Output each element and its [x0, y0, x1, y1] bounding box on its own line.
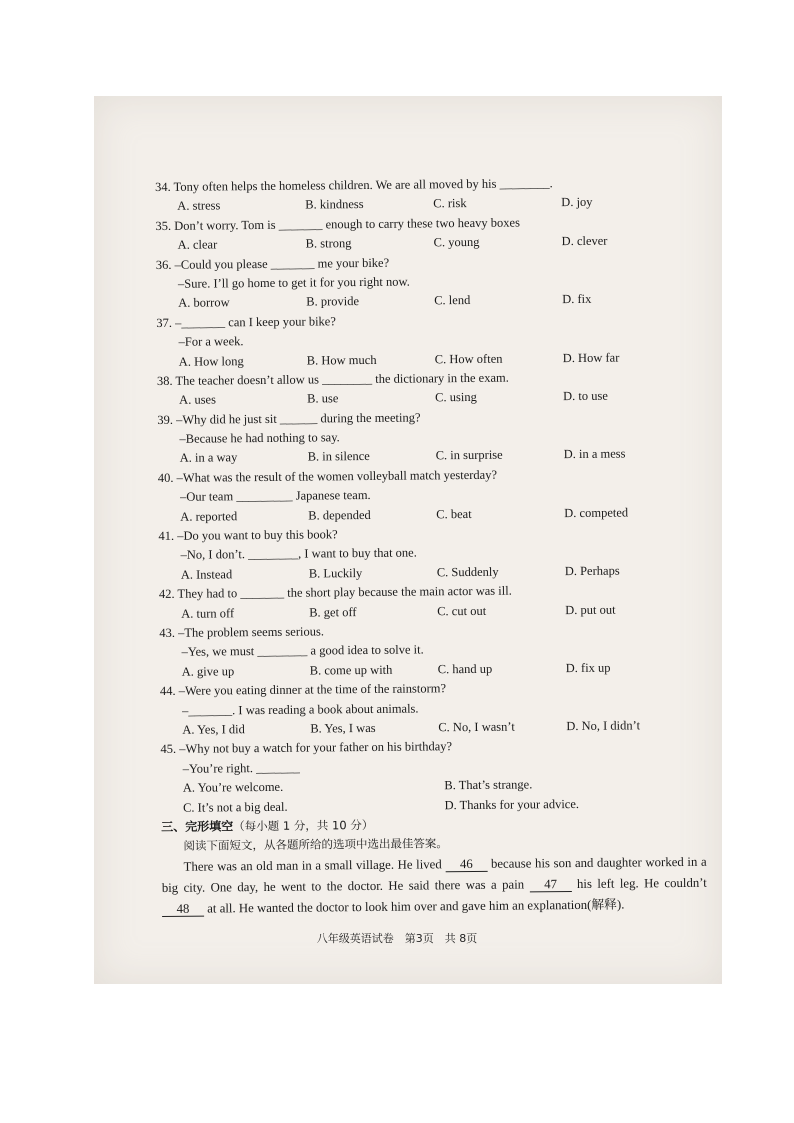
- question-text: 40. –What was the result of the women volleyball match yesterday?: [157, 467, 498, 485]
- option-d: D. competed: [564, 505, 629, 520]
- question-45: [160, 735, 706, 818]
- question-34: [155, 173, 700, 217]
- option-d: D. No, I didn’t: [566, 718, 641, 734]
- question-text: 34. Tony often helps the homeless children. We are all moved by his ________.: [155, 176, 553, 194]
- passage-text: at all. He wanted the doctor to look him over and gave him an explanation(解释).: [207, 897, 625, 916]
- question-42: [159, 580, 704, 624]
- option-a: A. clear: [177, 237, 218, 252]
- option-b: B. get off: [309, 604, 357, 620]
- option-c: C. How often: [434, 351, 503, 366]
- exam-content: [155, 173, 707, 920]
- question-text: 43. –The problem seems serious.: [159, 624, 324, 640]
- option-b: B. provide: [306, 294, 360, 309]
- option-c: C. Suddenly: [436, 564, 499, 580]
- blank-48: 48: [162, 901, 204, 916]
- option-b: B. strong: [305, 236, 352, 251]
- question-38: [157, 367, 702, 411]
- option-c: C. using: [435, 390, 477, 405]
- section-title: 三、完形填空: [161, 819, 234, 834]
- passage-text: his left leg. He couldn’t: [576, 875, 707, 891]
- option-d: D. to use: [563, 388, 608, 404]
- option-c: C. lend: [434, 293, 471, 308]
- option-a: A. You’re welcome.: [182, 779, 284, 795]
- option-c: C. in surprise: [435, 448, 503, 463]
- option-b: B. depended: [308, 507, 371, 523]
- question-39: [157, 405, 703, 468]
- question-44: [160, 677, 706, 740]
- blank-46: 46: [445, 857, 487, 872]
- question-text: 36. –Could you please _______ me your bike?: [155, 255, 390, 272]
- question-text: 38. The teacher doesn’t allow us ________ the dictionary in the exam.: [156, 370, 509, 388]
- option-a: A. Instead: [180, 567, 233, 582]
- section-instruction: 阅读下面短文，从各题所给的选项中选出最佳答案。: [183, 836, 448, 854]
- option-b: B. That’s strange.: [444, 777, 533, 793]
- question-text: 39. –Why did he just sit ______ during the meeting?: [157, 410, 421, 427]
- question-36: [156, 250, 702, 313]
- question-text: 35. Don’t worry. Tom is _______ enough to carry these two heavy boxes: [155, 215, 520, 233]
- option-c: C. hand up: [437, 661, 493, 677]
- option-d: D. fix: [562, 292, 592, 307]
- question-reply: –Because he had nothing to say.: [179, 430, 340, 446]
- question-reply: –Our team _________ Japanese team.: [179, 488, 371, 505]
- option-b: B. use: [307, 391, 339, 406]
- question-41: [158, 522, 704, 585]
- section-note: （每小题 1 分，共 10 分）: [233, 817, 374, 834]
- question-text: 37. –_______ can I keep your bike?: [156, 314, 336, 330]
- option-d: D. Perhaps: [564, 563, 620, 578]
- question-35: [155, 212, 700, 256]
- option-d: D. put out: [565, 602, 616, 617]
- option-c: C. No, I wasn’t: [438, 719, 515, 735]
- option-c: C. It’s not a big deal.: [182, 799, 288, 815]
- question-text: 42. They had to _______ the short play because the main actor was ill.: [158, 583, 512, 602]
- option-a: A. How long: [178, 353, 244, 369]
- question-reply: –You’re right. _______: [182, 760, 300, 776]
- option-c: C. risk: [433, 196, 467, 211]
- blank-47: 47: [529, 877, 571, 892]
- option-a: A. uses: [179, 392, 217, 408]
- option-a: A. Yes, I did: [182, 722, 245, 737]
- option-d: D. in a mess: [563, 446, 626, 462]
- passage-text: because his son and daughter worked in a big city. One day, he went to the doctor. He said there was a pain: [161, 854, 707, 895]
- option-a: A. give up: [181, 664, 235, 679]
- cloze-passage: [162, 851, 708, 919]
- passage-text: There was an old man in a small village. He lived: [183, 856, 442, 874]
- option-b: B. in silence: [307, 449, 370, 465]
- question-text: 44. –Were you eating dinner at the time of the rainstorm?: [159, 681, 447, 699]
- question-reply: –_______. I was reading a book about animals.: [182, 701, 419, 718]
- option-b: B. Luckily: [308, 565, 363, 581]
- option-a: A. borrow: [178, 295, 230, 311]
- page-footer: 八年级英语试卷 第3页 共 8页: [316, 932, 478, 945]
- question-reply: –Sure. I’ll go home to get it for you right now.: [177, 274, 410, 291]
- option-a: A. stress: [177, 198, 221, 214]
- question-text: 45. –Why not buy a watch for your father on his birthday?: [160, 739, 453, 757]
- option-a: A. turn off: [181, 605, 235, 621]
- question-reply: –Yes, we must ________ a good idea to solve it.: [181, 642, 424, 660]
- question-43: [159, 619, 705, 682]
- option-b: B. Yes, I was: [310, 720, 376, 736]
- option-c: C. beat: [436, 506, 472, 521]
- option-b: B. How much: [306, 352, 377, 368]
- question-text: 41. –Do you want to buy this book?: [158, 527, 338, 544]
- option-d: D. How far: [562, 350, 620, 365]
- option-d: D. fix up: [565, 660, 611, 675]
- option-d: D. joy: [561, 195, 593, 210]
- question-40: [158, 464, 704, 527]
- question-37: [156, 308, 702, 371]
- option-a: A. in a way: [179, 450, 238, 466]
- option-c: C. cut out: [437, 603, 487, 618]
- option-d: D. Thanks for your advice.: [444, 796, 580, 812]
- option-a: A. reported: [180, 508, 238, 524]
- question-reply: –For a week.: [178, 334, 244, 349]
- option-b: B. kindness: [305, 197, 364, 212]
- option-b: B. come up with: [309, 662, 393, 678]
- option-d: D. clever: [561, 233, 608, 249]
- question-reply: –No, I don’t. ________, I want to buy that one.: [180, 545, 417, 563]
- option-c: C. young: [433, 235, 480, 250]
